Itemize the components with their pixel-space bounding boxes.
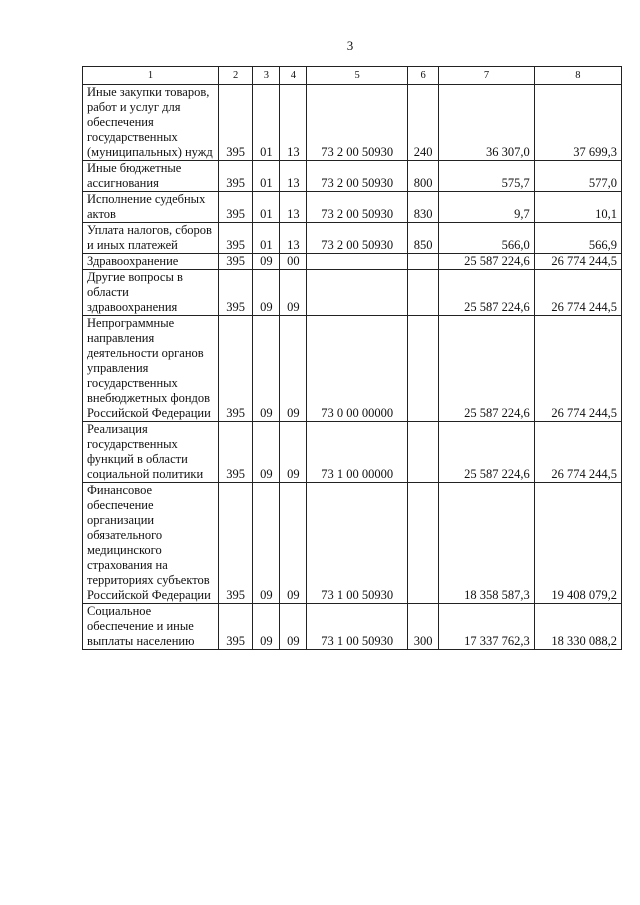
cell-amount-2: 37 699,3 bbox=[534, 85, 621, 161]
budget-table bbox=[82, 66, 622, 650]
table-row bbox=[83, 254, 622, 270]
cell-expense-type bbox=[408, 270, 439, 316]
cell-section: 09 bbox=[253, 422, 280, 483]
cell-amount-2: 26 774 244,5 bbox=[534, 254, 621, 270]
cell-section: 01 bbox=[253, 192, 280, 223]
cell-code: 395 bbox=[219, 604, 253, 650]
row-name: Здравоохранение bbox=[83, 254, 219, 270]
cell-amount-1: 18 358 587,3 bbox=[439, 483, 535, 604]
cell-target-article: 73 1 00 50930 bbox=[307, 604, 408, 650]
table-row bbox=[83, 85, 622, 161]
row-name: Социальное обеспечение и иные выплаты населению bbox=[83, 604, 219, 650]
cell-expense-type bbox=[408, 483, 439, 604]
cell-amount-2: 26 774 244,5 bbox=[534, 270, 621, 316]
row-name: Иные закупки товаров, работ и услуг для обеспечения государственных (муниципальных) нужд bbox=[83, 85, 219, 161]
page-number: 3 bbox=[346, 38, 354, 53]
cell-expense-type bbox=[408, 254, 439, 270]
column-header: 2 bbox=[219, 67, 253, 85]
row-name: Другие вопросы в области здравоохранения bbox=[83, 270, 219, 316]
cell-subsection: 13 bbox=[280, 85, 307, 161]
cell-amount-1: 9,7 bbox=[439, 192, 535, 223]
cell-amount-2: 566,9 bbox=[534, 223, 621, 254]
cell-amount-1: 36 307,0 bbox=[439, 85, 535, 161]
cell-subsection: 09 bbox=[280, 604, 307, 650]
cell-section: 09 bbox=[253, 270, 280, 316]
column-header: 5 bbox=[307, 67, 408, 85]
cell-code: 395 bbox=[219, 316, 253, 422]
cell-section: 09 bbox=[253, 604, 280, 650]
column-header: 3 bbox=[253, 67, 280, 85]
cell-subsection: 09 bbox=[280, 422, 307, 483]
column-header: 1 bbox=[83, 67, 219, 85]
cell-amount-2: 577,0 bbox=[534, 161, 621, 192]
cell-section: 09 bbox=[253, 316, 280, 422]
cell-section: 09 bbox=[253, 483, 280, 604]
row-name: Непрограммные направления деятельности органов управления государственных внебюджетных фондов Российской Федерации bbox=[83, 316, 219, 422]
row-name: Уплата налогов, сборов и иных платежей bbox=[83, 223, 219, 254]
table-row bbox=[83, 604, 622, 650]
cell-subsection: 09 bbox=[280, 483, 307, 604]
table-row bbox=[83, 270, 622, 316]
cell-subsection: 09 bbox=[280, 270, 307, 316]
table-header-row bbox=[83, 67, 622, 85]
column-header: 4 bbox=[280, 67, 307, 85]
row-name: Исполнение судебных актов bbox=[83, 192, 219, 223]
cell-expense-type: 850 bbox=[408, 223, 439, 254]
cell-amount-1: 25 587 224,6 bbox=[439, 254, 535, 270]
cell-expense-type bbox=[408, 316, 439, 422]
cell-expense-type: 240 bbox=[408, 85, 439, 161]
cell-amount-2: 10,1 bbox=[534, 192, 621, 223]
cell-section: 01 bbox=[253, 161, 280, 192]
column-header: 8 bbox=[534, 67, 621, 85]
cell-subsection: 09 bbox=[280, 316, 307, 422]
cell-subsection: 13 bbox=[280, 161, 307, 192]
cell-code: 395 bbox=[219, 254, 253, 270]
row-name: Иные бюджетные ассигнования bbox=[83, 161, 219, 192]
table-row bbox=[83, 422, 622, 483]
column-header: 7 bbox=[439, 67, 535, 85]
cell-code: 395 bbox=[219, 85, 253, 161]
cell-target-article bbox=[307, 254, 408, 270]
cell-amount-1: 17 337 762,3 bbox=[439, 604, 535, 650]
cell-target-article bbox=[307, 270, 408, 316]
cell-amount-2: 26 774 244,5 bbox=[534, 422, 621, 483]
table-row bbox=[83, 483, 622, 604]
cell-section: 01 bbox=[253, 85, 280, 161]
cell-expense-type: 800 bbox=[408, 161, 439, 192]
cell-expense-type: 300 bbox=[408, 604, 439, 650]
cell-code: 395 bbox=[219, 483, 253, 604]
cell-code: 395 bbox=[219, 192, 253, 223]
cell-target-article: 73 2 00 50930 bbox=[307, 161, 408, 192]
cell-expense-type: 830 bbox=[408, 192, 439, 223]
row-name: Финансовое обеспечение организации обязательного медицинского страхования на территориях субъектов Российской Федерации bbox=[83, 483, 219, 604]
cell-amount-2: 26 774 244,5 bbox=[534, 316, 621, 422]
cell-amount-2: 19 408 079,2 bbox=[534, 483, 621, 604]
table-row bbox=[83, 161, 622, 192]
table-row bbox=[83, 316, 622, 422]
cell-amount-1: 566,0 bbox=[439, 223, 535, 254]
cell-code: 395 bbox=[219, 422, 253, 483]
table-row bbox=[83, 192, 622, 223]
cell-amount-1: 25 587 224,6 bbox=[439, 270, 535, 316]
column-header: 6 bbox=[408, 67, 439, 85]
cell-target-article: 73 2 00 50930 bbox=[307, 223, 408, 254]
cell-amount-1: 25 587 224,6 bbox=[439, 422, 535, 483]
cell-target-article: 73 1 00 50930 bbox=[307, 483, 408, 604]
cell-target-article: 73 0 00 00000 bbox=[307, 316, 408, 422]
cell-subsection: 13 bbox=[280, 192, 307, 223]
cell-section: 01 bbox=[253, 223, 280, 254]
cell-code: 395 bbox=[219, 161, 253, 192]
table-row bbox=[83, 223, 622, 254]
cell-target-article: 73 1 00 00000 bbox=[307, 422, 408, 483]
cell-amount-1: 575,7 bbox=[439, 161, 535, 192]
cell-target-article: 73 2 00 50930 bbox=[307, 192, 408, 223]
cell-target-article: 73 2 00 50930 bbox=[307, 85, 408, 161]
cell-section: 09 bbox=[253, 254, 280, 270]
cell-expense-type bbox=[408, 422, 439, 483]
cell-subsection: 00 bbox=[280, 254, 307, 270]
cell-amount-1: 25 587 224,6 bbox=[439, 316, 535, 422]
cell-amount-2: 18 330 088,2 bbox=[534, 604, 621, 650]
cell-code: 395 bbox=[219, 270, 253, 316]
cell-subsection: 13 bbox=[280, 223, 307, 254]
cell-code: 395 bbox=[219, 223, 253, 254]
row-name: Реализация государственных функций в области социальной политики bbox=[83, 422, 219, 483]
